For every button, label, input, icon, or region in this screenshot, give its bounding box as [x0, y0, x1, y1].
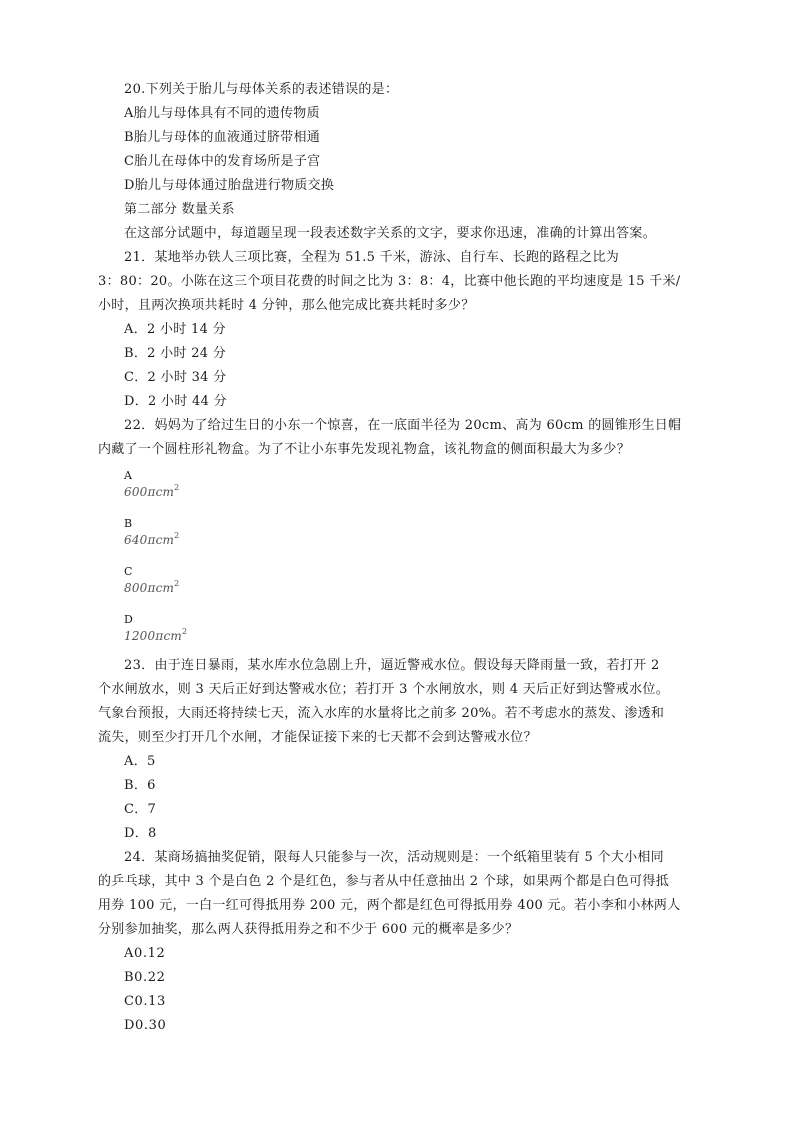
q21-option-c: C．2 小时 34 分 — [124, 370, 227, 385]
q24-option-d: D0.30 — [124, 1018, 167, 1033]
q21-stem-line-3: 小时，且两次换项共耗时 4 分钟，那么他完成比赛共耗时多少？ — [98, 298, 475, 313]
q22-option-a-formula: 600πcm$^2$ — [124, 483, 180, 499]
q23-stem-line-3: 气象台预报，大雨还将持续七天，流入水库的水量将比之前多 20%。若不考虑水的蒸发、渗透和 — [98, 706, 665, 721]
q21-option-d: D．2 小时 44 分 — [124, 394, 227, 409]
q24-stem-line-4: 分别参加抽奖，那么两人获得抵用券之和不少于 600 元的概率是多少？ — [98, 922, 519, 937]
q20-option-b: B胎儿与母体的血液通过脐带相通 — [124, 130, 321, 145]
q23-option-b: B．6 — [124, 778, 156, 793]
section-title: 第二部分 数量关系 — [124, 202, 235, 217]
q21-option-a: A．2 小时 14 分 — [124, 322, 226, 337]
q23-stem-line-4: 流失，则至少打开几个水闸，才能保证接下来的七天都不会到达警戒水位？ — [98, 730, 537, 745]
q22-option-d-label: D — [124, 613, 133, 626]
q23-stem-line-2: 个水闸放水，则 3 天后正好到达警戒水位；若打开 3 个水闸放水，则 4 天后正好到达警戒水位。 — [98, 682, 670, 697]
q22-option-a-label: A — [124, 469, 132, 482]
q24-stem-line-3: 用券 100 元，一白一红可得抵用券 200 元，两个都是红色可得抵用券 400 元。若小李和小林两人 — [98, 898, 681, 913]
q22-option-b-formula: 640πcm$^2$ — [124, 531, 180, 547]
q21-stem-line-1: 21．某地举办铁人三项比赛，全程为 51.5 千米，游泳、自行车、长跑的路程之比为 — [124, 250, 620, 265]
q20-stem: 20.下列关于胎儿与母体关系的表述错误的是： — [124, 82, 399, 97]
q20-option-a: A胎儿与母体具有不同的遗传物质 — [124, 106, 320, 121]
q23-option-c: C．7 — [124, 802, 157, 817]
q22-option-c-formula: 800πcm$^2$ — [124, 579, 180, 595]
q22-option-b-label: B — [124, 517, 133, 530]
q23-option-d: D．8 — [124, 826, 157, 841]
q22-option-d-formula: 1200πcm$^2$ — [124, 627, 188, 643]
q24-stem-line-1: 24．某商场搞抽奖促销，限每人只能参与一次，活动规则是：一个纸箱里装有 5 个大小相同 — [124, 850, 664, 865]
q24-stem-line-2: 的乒乓球，其中 3 个是白色 2 个是红色，参与者从中任意抽出 2 个球，如果两个都是白色可得抵 — [98, 874, 670, 889]
q21-option-b: B．2 小时 24 分 — [124, 346, 227, 361]
q22-stem-line-1: 22．妈妈为了给过生日的小东一个惊喜，在一底面半径为 20cm、高为 60cm 的圆锥形生日帽 — [124, 418, 682, 433]
q20-option-d: D胎儿与母体通过胎盘进行物质交换 — [124, 178, 335, 193]
q23-stem-line-1: 23．由于连日暴雨，某水库水位急剧上升，逼近警戒水位。假设每天降雨量一致，若打开 2 — [124, 658, 660, 673]
q24-option-b: B0.22 — [124, 970, 166, 985]
q24-option-c: C0.13 — [124, 994, 166, 1009]
q24-option-a: A0.12 — [124, 946, 166, 961]
q23-option-a: A．5 — [124, 754, 156, 769]
q21-stem-line-2: 3：80：20。小陈在这三个项目花费的时间之比为 3：8：4，比赛中他长跑的平均速度是 15 千米/ — [98, 274, 681, 289]
section-intro: 在这部分试题中，每道题呈现一段表述数字关系的文字，要求你迅速，准确的计算出答案。 — [124, 226, 657, 241]
q22-stem-line-2: 内藏了一个圆柱形礼物盒。为了不让小东事先发现礼物盒，该礼物盒的侧面积最大为多少？ — [98, 442, 631, 457]
q20-option-c: C胎儿在母体中的发育场所是子宫 — [124, 154, 321, 169]
q22-option-c-label: C — [124, 565, 133, 578]
